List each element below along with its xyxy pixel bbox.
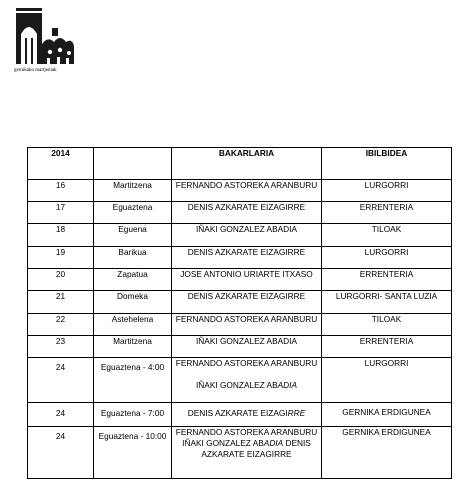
singer-line: AZKARATE EIZAGIRRE	[201, 449, 292, 459]
weekday-cell: Martitzena	[94, 180, 172, 202]
table-header-row	[28, 148, 452, 180]
route-cell: TILOAK	[322, 224, 452, 247]
weekday-cell: Eguena	[94, 224, 172, 247]
weekday-cell: Eguaztena	[94, 202, 172, 224]
day-cell: 24	[28, 358, 94, 403]
day-cell: 24	[28, 403, 94, 427]
weekday-cell: Eguaztena - 4:00	[94, 358, 172, 403]
route-cell: TILOAK	[322, 314, 452, 336]
table-row	[28, 336, 452, 358]
singer-cell: FERNANDO ASTOREKA ARANBURU	[172, 314, 322, 336]
route-cell: ERRENTERIA	[322, 269, 452, 291]
route-cell: LURGORRI- SANTA LUZIA	[322, 291, 452, 314]
singer-cell: DENIS AZKARATE EIZAGIRRE	[172, 291, 322, 314]
route-cell: LURGORRI	[322, 358, 452, 403]
weekday-cell: Zapatua	[94, 269, 172, 291]
day-cell: 18	[28, 224, 94, 247]
weekday-cell: Eguaztena - 10:00	[94, 427, 172, 479]
singer-line: IÑAKI GONZALEZ ABADIA	[196, 380, 297, 390]
singer-line: FERNANDO ASTOREKA ARANBURU	[175, 427, 318, 437]
singer-cell: JOSE ANTONIO URIARTE ITXASO	[172, 269, 322, 291]
table-row	[28, 180, 452, 202]
table-row	[28, 269, 452, 291]
route-cell: LURGORRI	[322, 180, 452, 202]
table-row	[28, 403, 452, 427]
singer-cell	[172, 358, 322, 403]
logo-caption: gernikako martjeniak	[14, 68, 57, 73]
table-row	[28, 224, 452, 247]
schedule-table	[27, 147, 452, 479]
singer-cell	[172, 427, 322, 479]
day-cell: 20	[28, 269, 94, 291]
logo-emblem-icon	[14, 8, 76, 68]
table-row	[28, 314, 452, 336]
singer-line: IÑAKI GONZALEZ ABADIA DENIS	[182, 438, 311, 448]
day-cell: 24	[28, 427, 94, 479]
singer-cell: IÑAKI GONZALEZ ABADIA	[172, 336, 322, 358]
day-cell: 17	[28, 202, 94, 224]
route-cell: LURGORRI	[322, 247, 452, 269]
weekday-header	[94, 148, 172, 180]
day-cell: 19	[28, 247, 94, 269]
weekday-cell: Domeka	[94, 291, 172, 314]
bakarlaria-header: BAKARLARIA	[172, 148, 322, 180]
table-row	[28, 202, 452, 224]
singer-cell: FERNANDO ASTOREKA ARANBURU	[172, 180, 322, 202]
singer-line: FERNANDO ASTOREKA ARANBURU	[175, 358, 318, 368]
route-cell: ERRENTERIA	[322, 202, 452, 224]
table-row	[28, 291, 452, 314]
day-cell: 23	[28, 336, 94, 358]
day-cell: 22	[28, 314, 94, 336]
route-cell: GERNIKA ERDIGUNEA	[322, 427, 452, 479]
weekday-cell: Barikua	[94, 247, 172, 269]
ibilbidea-header: IBILBIDEA	[322, 148, 452, 180]
table-row	[28, 427, 452, 479]
singer-cell: DENIS AZKARATE EIZAGIRRE	[172, 247, 322, 269]
singer-cell: DENIS AZKARATE EIZAGIRRE	[172, 202, 322, 224]
year-header: 2014	[28, 148, 94, 180]
singer-cell: IÑAKI GONZALEZ ABADIA	[172, 224, 322, 247]
weekday-cell: Martitzena	[94, 336, 172, 358]
logo	[14, 8, 76, 80]
table-row	[28, 358, 452, 403]
route-cell: GERNIKA ERDIGUNEA	[322, 403, 452, 427]
singer-cell: DENIS AZKARATE EIZAGIRRE	[172, 403, 322, 427]
weekday-cell: Eguaztena - 7:00	[94, 403, 172, 427]
table-row	[28, 247, 452, 269]
day-cell: 21	[28, 291, 94, 314]
day-cell: 16	[28, 180, 94, 202]
route-cell: ERRENTERIA	[322, 336, 452, 358]
weekday-cell: Astehelena	[94, 314, 172, 336]
